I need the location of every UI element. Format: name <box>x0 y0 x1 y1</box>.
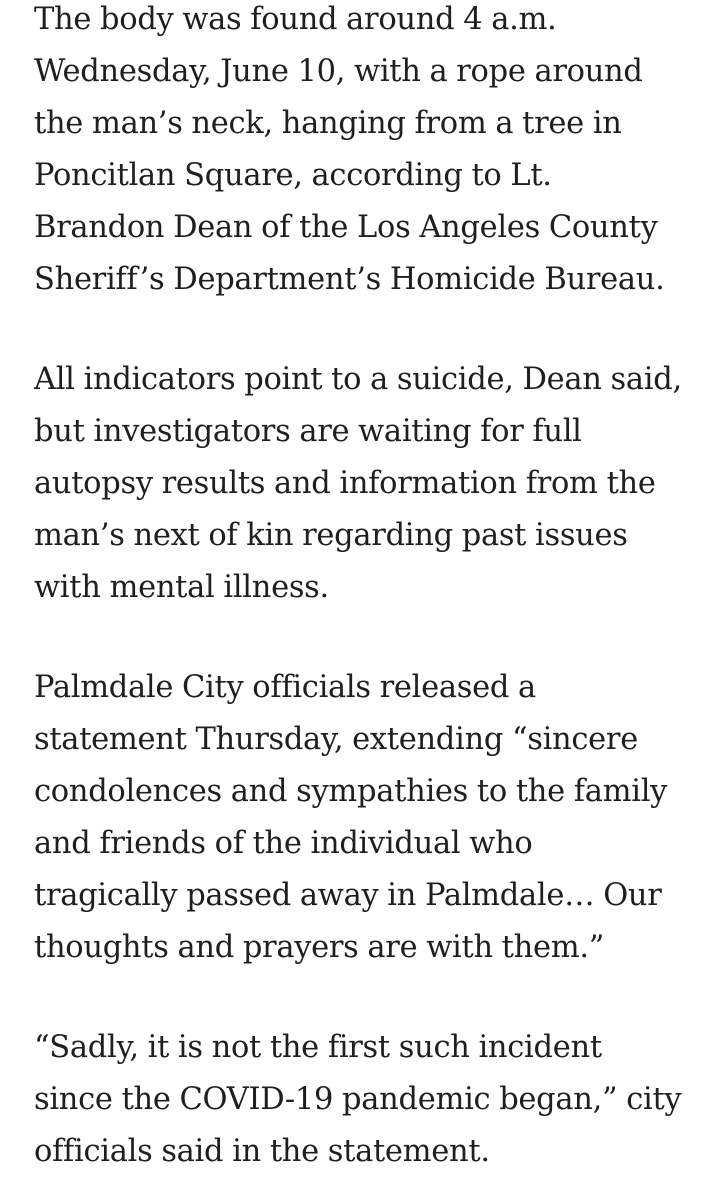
text-line: the man’s neck, hanging from a tree in <box>34 106 622 141</box>
text-line: Sheriff’s Department’s Homicide Bureau. <box>34 262 665 297</box>
text-line: The body was found around 4 a.m. <box>34 2 557 37</box>
paragraph-covid-quote <box>34 1022 681 1178</box>
text-line: thoughts and prayers are with them.” <box>34 930 605 965</box>
text-line: Wednesday, June 10, with a rope around <box>34 54 643 89</box>
text-line: tragically passed away in Palmdale… Our <box>34 878 662 913</box>
text-line: since the COVID-19 pandemic began,” city <box>34 1082 682 1117</box>
text-line: with mental illness. <box>34 570 329 605</box>
text-line: Poncitlan Square, according to Lt. <box>34 158 552 193</box>
text-line: officials said in the statement. <box>34 1134 490 1169</box>
text-line: All indicators point to a suicide, Dean said, <box>34 362 682 397</box>
text-line: autopsy results and information from the <box>34 466 656 501</box>
text-line: “Sadly, it is not the first such incident <box>34 1030 602 1065</box>
text-line: statement Thursday, extending “sincere <box>34 722 638 757</box>
text-line: Brandon Dean of the Los Angeles County <box>34 210 658 245</box>
text-line: condolences and sympathies to the family <box>34 774 668 809</box>
paragraph-indicators <box>34 354 682 614</box>
paragraph-body-found <box>34 0 665 306</box>
paragraph-city-statement <box>34 662 667 974</box>
text-line: and friends of the individual who <box>34 826 533 861</box>
text-line: but investigators are waiting for full <box>34 414 582 449</box>
text-line: man’s next of kin regarding past issues <box>34 518 628 553</box>
text-line: Palmdale City officials released a <box>34 670 536 705</box>
